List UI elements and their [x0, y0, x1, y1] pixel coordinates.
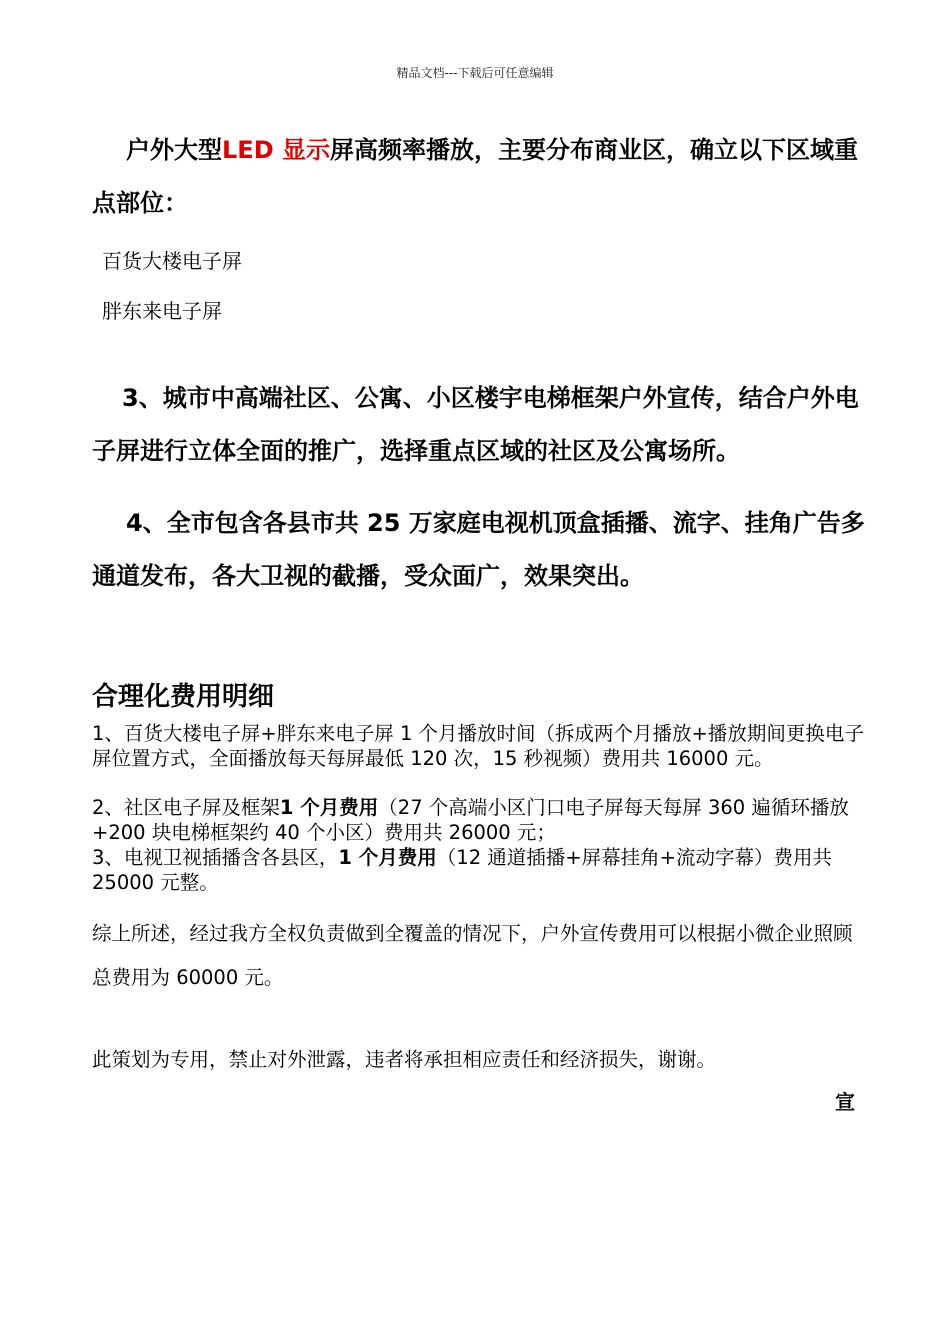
cost-section-title: 合理化费用明细 — [92, 682, 275, 712]
cost-item-2-lead: 2、社区电子屏及框架 — [92, 796, 280, 819]
intro-prefix: 户外大型 — [126, 136, 222, 164]
cost-item-2-period: 1 个月费用 — [279, 796, 379, 819]
cost-item-3-lead: 3、电视卫视插播含各县区， — [92, 846, 339, 869]
cost-item-2 — [92, 796, 867, 845]
confidential-notice: 此策划为专用，禁止对外泄露，违者将承担相应责任和经济损失，谢谢。 — [92, 1048, 717, 1071]
intro-paragraph — [92, 124, 867, 230]
cost-item-3-detail: （12 通道插播+屏幕挂角+流动字幕）费用共 25000 元整。 — [92, 846, 832, 894]
signature: 宣 — [835, 1090, 855, 1114]
cost-item-3 — [92, 846, 867, 895]
cost-item-1: 1、百货大楼电子屏+胖东来电子屏 1 个月播放时间（拆成两个月播放+播放期间更换电子屏位置方式，全面播放每天每屏最低 120 次，15 秒视频）费用共 16000 元。 — [92, 722, 864, 770]
cost-item-3-period: 1 个月费用 — [338, 846, 437, 869]
point-3-paragraph: 3、城市中高端社区、公寓、小区楼宇电梯框架户外宣传，结合户外电子屏进行立体全面的推广，选择重点区域的社区及公寓场所。 — [92, 384, 859, 465]
cost-item-2-detail: （27 个高端小区门口电子屏每天每屏 360 遍循环播放+200 块电梯框架约 40 个小区）费用共 26000 元； — [92, 796, 849, 844]
intro-highlight: LED 显示 — [222, 136, 330, 164]
intro-rest: 屏高频率播放，主要分布商业区，确立以下区域重点部位： — [92, 136, 858, 217]
screen-item-2: 胖东来电子屏 — [102, 299, 222, 323]
screen-item-1: 百货大楼电子屏 — [102, 249, 242, 273]
summary-paragraph: 综上所述，经过我方全权负责做到全覆盖的情况下，户外宣传费用可以根据小微企业照顾总费用为 60000 元。 — [92, 922, 853, 989]
page-header: 精品文档---下载后可任意编辑 — [396, 66, 554, 80]
point-4-paragraph: 4、全市包含各县市共 25 万家庭电视机顶盒插播、流字、挂角广告多通道发布，各大卫视的截播，受众面广，效果突出。 — [92, 509, 865, 590]
